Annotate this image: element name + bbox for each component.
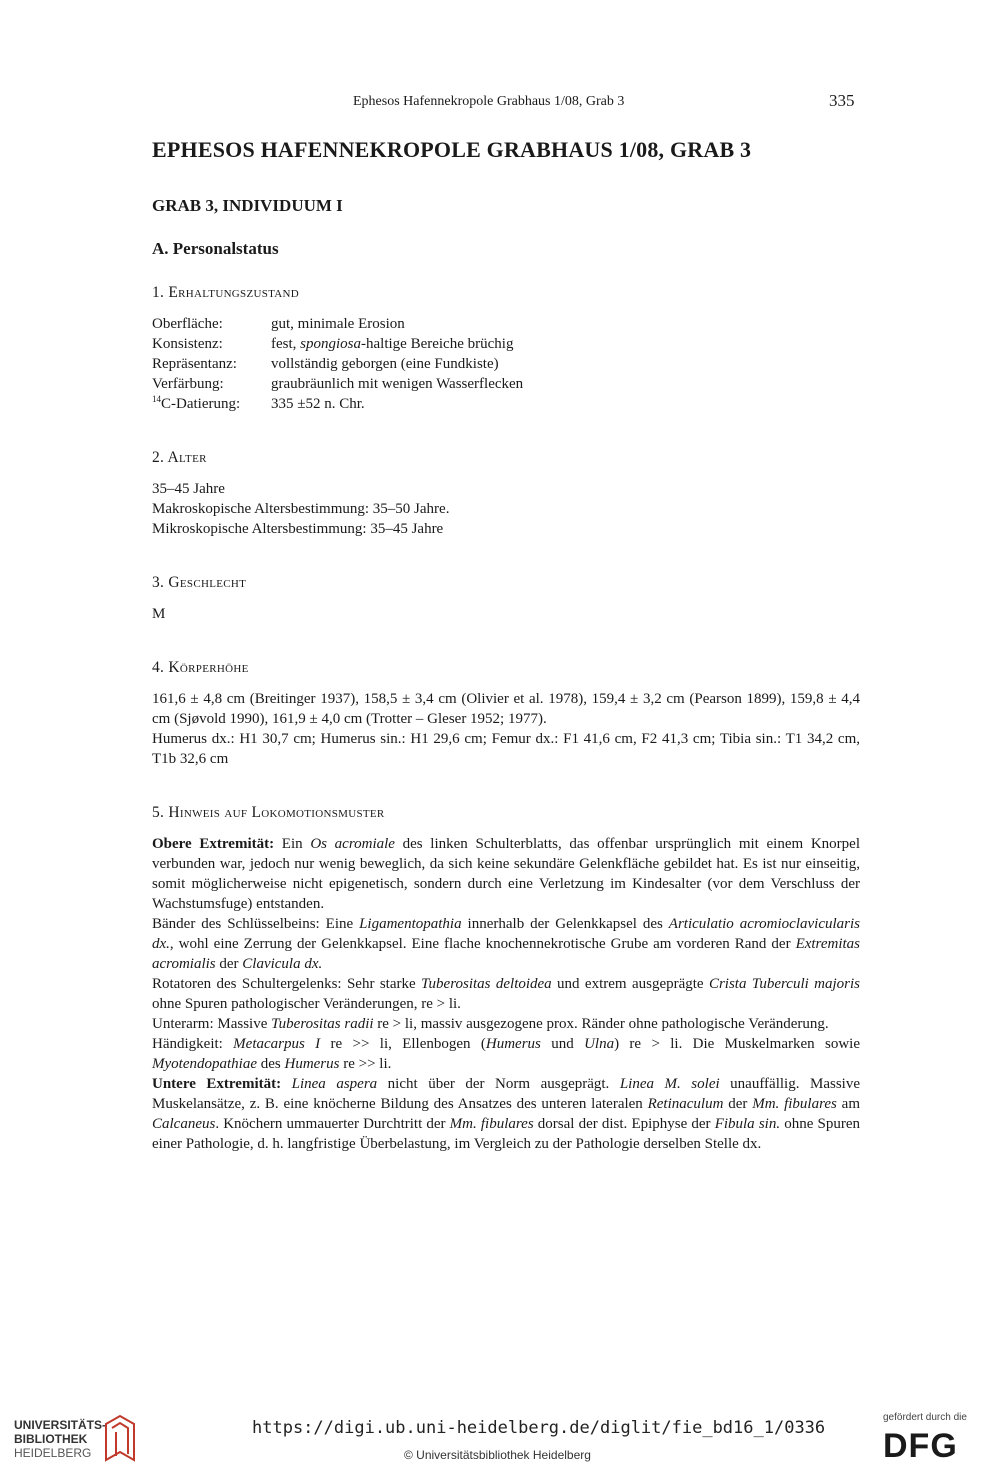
- funding-note: gefördert durch die: [883, 1412, 967, 1423]
- copyright-notice: © Universitätsbibliothek Heidelberg: [404, 1448, 591, 1462]
- paragraph-upper-limb: Obere Extremität: Ein Os acromiale des linken Schulterblatts, das offenbar ursprünglich mit einem Knorpel verbunden war, jedoch nur wenig beweglich, da sich keine sekundäre Gelenkfläche gebildet hat. Es ist nur einseitig, somit möglicherweise nicht epigenetisch, sondern durch eine Verletzung im Kindesalter (vor dem Verschluss der Wachstumsfuge) entstanden.: [152, 836, 860, 912]
- table-row: [152, 394, 523, 414]
- row-label: Oberfläche:: [152, 316, 223, 332]
- section-a-heading: A. Personalstatus: [152, 239, 279, 258]
- age-block: [152, 479, 449, 539]
- library-logo-text: UNIVERSITÄTS- BIBLIOTHEK HEIDELBERG: [14, 1418, 107, 1460]
- row-label: Repräsentanz:: [152, 356, 237, 372]
- paragraph-clavicle: Bänder des Schlüsselbeins: Eine Ligamentopathia innerhalb der Gelenkkapsel des Articulatio acromioclavicularis dx., wohl eine Zerrung der Gelenkkapsel. Eine flache knochennekrotische Grube am vorderen Rand der Extremitas acromialis der Clavicula dx.: [152, 916, 860, 972]
- section-1-heading: 1. Erhaltungszustand: [152, 284, 300, 301]
- running-header: Ephesos Hafennekropole Grabhaus 1/08, Grab 3: [353, 94, 625, 109]
- age-line: 35–45 Jahre: [152, 481, 225, 497]
- stature-block: [152, 689, 860, 769]
- sex-value: M: [152, 606, 166, 622]
- age-line: Makroskopische Altersbestimmung: 35–50 Jahre.: [152, 501, 450, 517]
- table-row: [152, 374, 523, 394]
- paragraph-handedness: Händigkeit: Metacarpus I re >> li, Ellenbogen (Humerus und Ulna) re > li. Die Muskelmarken sowie Myotendopathiae des Humerus re >> li.: [152, 1036, 861, 1072]
- bone-measurements: Humerus dx.: H1 30,7 cm; Humerus sin.: H1 29,6 cm; Femur dx.: F1 41,6 cm, F2 41,3 cm; Tibia sin.: T1 34,2 cm, T1b 32,6 cm: [152, 731, 860, 767]
- subtitle: GRAB 3, INDIVIDUUM I: [152, 196, 343, 215]
- row-label: $^{14}$C-Datierung:: [152, 394, 241, 412]
- row-value: vollständig geborgen (eine Fundkiste): [271, 356, 499, 372]
- section-2-heading: 2. Alter: [152, 449, 207, 466]
- row-label: Verfärbung:: [152, 376, 224, 392]
- preservation-table: [152, 314, 523, 414]
- row-value: gut, minimale Erosion: [271, 316, 405, 332]
- document-url-link[interactable]: https://digi.ub.uni-heidelberg.de/diglit/fie_bd16_1/0336: [252, 1418, 826, 1438]
- paragraph-forearm: Unterarm: Massive Tuberositas radii re > li, massiv ausgezogene prox. Ränder ohne pathologische Veränderung.: [152, 1016, 829, 1032]
- paragraph-rotators: Rotatoren des Schultergelenks: Sehr starke Tuberositas deltoidea und extrem ausgeprägte Crista Tuberculi majoris ohne Spuren pathologischer Veränderungen, re > li.: [152, 976, 860, 1012]
- row-value: graubräunlich mit wenigen Wasserflecken: [271, 376, 524, 392]
- age-line: Mikroskopische Altersbestimmung: 35–45 Jahre: [152, 521, 444, 537]
- dfg-logo: DFG: [883, 1427, 958, 1465]
- row-value: 335 ±52 n. Chr.: [271, 396, 365, 412]
- table-row: [152, 314, 523, 334]
- row-value: fest, spongiosa-haltige Bereiche brüchig: [271, 336, 514, 352]
- section-4-heading: 4. Körperhöhe: [152, 659, 249, 676]
- footer-bar: [0, 1402, 992, 1474]
- section-5-heading: 5. Hinweis auf Lokomotionsmuster: [152, 804, 385, 821]
- table-row: [152, 354, 523, 374]
- table-row: [152, 334, 523, 354]
- row-label: Konsistenz:: [152, 336, 223, 352]
- stature-estimates: 161,6 ± 4,8 cm (Breitinger 1937), 158,5 ± 3,4 cm (Olivier et al. 1978), 159,4 ± 3,2 cm (Pearson 1899), 159,8 ± 4,4 cm (Sjøvold 1990), 161,9 ± 4,0 cm (Trotter – Gleser 1952; 1977).: [152, 691, 860, 727]
- page-number: 335: [829, 91, 855, 110]
- paragraph-lower-limb: Untere Extremität: Linea aspera nicht über der Norm ausgeprägt. Linea M. solei unauffällig. Massive Muskelansätze, z. B. eine knöcherne Bildung des Ansatzes des unteren lateralen Retinaculum der Mm. fibulares am Calcaneus. Knöchern ummauerter Durchtritt der Mm. fibulares dorsal der dist. Epiphyse der Fibula sin. ohne Spuren einer Pathologie, d. h. langfristige Überbelastung, im Vergleich zu der Pathologie derselben Stelle dx.: [152, 1076, 861, 1152]
- section-3-heading: 3. Geschlecht: [152, 574, 247, 591]
- page-title: EPHESOS HAFENNEKROPOLE GRABHAUS 1/08, GRAB 3: [152, 137, 752, 162]
- library-logo-icon: [100, 1412, 140, 1464]
- locomotion-block: [152, 834, 860, 1154]
